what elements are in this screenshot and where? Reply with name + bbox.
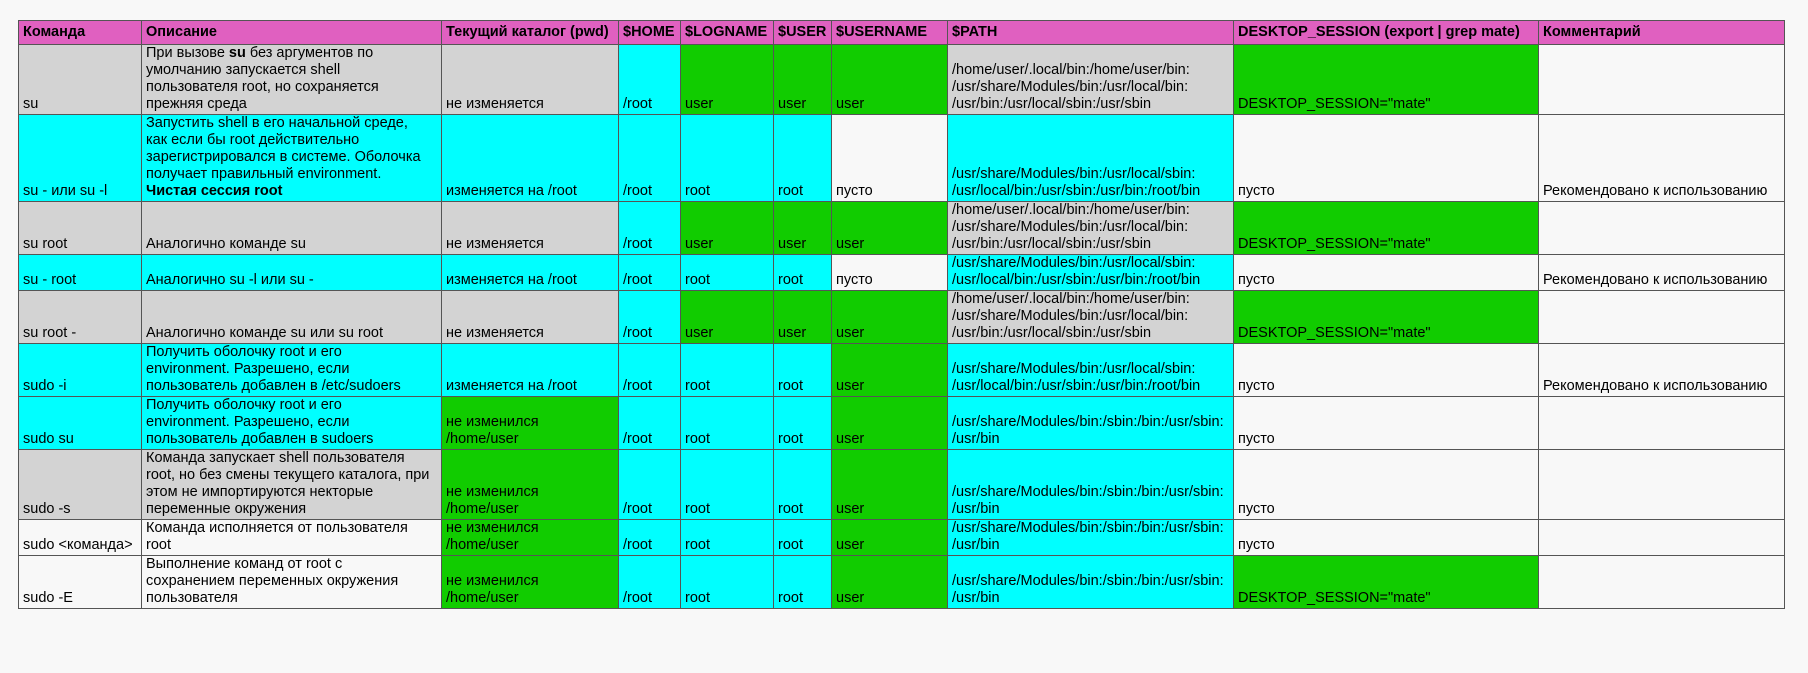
cell-user[interactable]: [774, 255, 832, 291]
cell-text-line: root: [778, 272, 803, 288]
cell-home[interactable]: [619, 115, 681, 202]
cell-username[interactable]: [832, 344, 948, 397]
header-cell-path[interactable]: $PATH: [948, 21, 1234, 45]
cell-text-line: пусто: [1238, 272, 1275, 288]
table-row: [19, 202, 1785, 255]
cell-logname[interactable]: [681, 291, 774, 344]
cell-text-line: /usr/share/Modules/bin:/usr/local/bin:: [952, 79, 1189, 95]
bold-text: su: [228, 45, 246, 61]
cell-text-line: root: [778, 183, 803, 199]
cell-text-line: su - или su -l: [23, 183, 108, 199]
cell-pwd[interactable]: [442, 520, 619, 556]
cell-username[interactable]: [832, 255, 948, 291]
cell-text-line: DESKTOP_SESSION="mate": [1238, 325, 1431, 341]
cell-command[interactable]: [19, 202, 142, 255]
cell-user[interactable]: [774, 45, 832, 115]
cell-text-line: /usr/share/Modules/bin:/sbin:/bin:/usr/sbin:: [952, 484, 1224, 500]
cell-path[interactable]: [948, 202, 1234, 255]
cell-text-line: user: [836, 236, 865, 252]
cell-text-line: /home/user: [446, 590, 519, 606]
cell-home[interactable]: [619, 255, 681, 291]
cell-text-line: получает правильный environment.: [146, 166, 382, 182]
cell-text-line: /home/user: [446, 537, 519, 553]
cell-comment[interactable]: [1539, 45, 1785, 115]
cell-text-line: Рекомендовано к использованию: [1543, 378, 1768, 394]
cell-text-line: [146, 183, 437, 200]
cell-text-line: root: [685, 431, 710, 447]
cell-text-line: /usr/local/bin:/usr/sbin:/usr/bin:/root/bin: [952, 183, 1201, 199]
cell-desktop-session[interactable]: [1234, 291, 1539, 344]
cell-text-line: /usr/bin:/usr/local/sbin:/usr/sbin: [952, 325, 1152, 341]
cell-user[interactable]: [774, 202, 832, 255]
cell-text-line: /usr/share/Modules/bin:/sbin:/bin:/usr/sbin:: [952, 414, 1224, 430]
cell-username[interactable]: [832, 520, 948, 556]
cell-text-line: environment. Разрешено, если: [146, 414, 350, 430]
cell-pwd[interactable]: [442, 255, 619, 291]
cell-text-line: root: [778, 590, 803, 606]
cell-path[interactable]: [948, 397, 1234, 450]
cell-text-line: user: [778, 325, 807, 341]
cell-text-line: root: [685, 272, 710, 288]
header-cell-command[interactable]: Команда: [19, 21, 142, 45]
cell-command[interactable]: [19, 45, 142, 115]
cell-description[interactable]: [142, 397, 442, 450]
cell-text-line: /usr/share/Modules/bin:/usr/local/sbin:: [952, 361, 1196, 377]
cell-text-line: root: [685, 183, 710, 199]
cell-logname[interactable]: [681, 115, 774, 202]
cell-text-line: Команда исполняется от пользователя: [146, 520, 408, 536]
cell-command[interactable]: [19, 450, 142, 520]
cell-user[interactable]: [774, 344, 832, 397]
cell-text-line: /root: [623, 272, 653, 288]
cell-text-line: /root: [623, 236, 653, 252]
cell-comment[interactable]: [1539, 291, 1785, 344]
cell-comment[interactable]: [1539, 115, 1785, 202]
cell-user[interactable]: [774, 556, 832, 609]
cell-command[interactable]: [19, 556, 142, 609]
cell-text-line: Рекомендовано к использованию: [1543, 272, 1768, 288]
cell-text-line: сохранением переменных окружения: [146, 573, 399, 589]
cell-pwd[interactable]: [442, 291, 619, 344]
table-row: [19, 450, 1785, 520]
cell-home[interactable]: [619, 556, 681, 609]
cell-text-line: DESKTOP_SESSION="mate": [1238, 590, 1431, 606]
header-cell-description[interactable]: Описание: [142, 21, 442, 45]
cell-text-line: sudo -E: [23, 590, 73, 606]
cell-text-line: не изменяется: [446, 236, 544, 252]
cell-desktop-session[interactable]: [1234, 450, 1539, 520]
cell-text-line: изменяется на /root: [446, 183, 577, 199]
cell-text-line: /usr/bin: [952, 590, 1000, 606]
cell-description[interactable]: [142, 450, 442, 520]
cell-text-line: не изменяется: [446, 96, 544, 112]
cell-text-line: user: [685, 325, 714, 341]
cell-text-line: изменяется на /root: [446, 378, 577, 394]
cell-text-line: как если бы root действительно: [146, 132, 360, 148]
cell-text-line: /home/user/.local/bin:/home/user/bin:: [952, 291, 1190, 307]
cell-text-line: /usr/local/bin:/usr/sbin:/usr/bin:/root/bin: [952, 272, 1201, 288]
cell-text-line: root: [778, 431, 803, 447]
cell-text-line: Запустить shell в его начальной среде,: [146, 115, 408, 131]
cell-description[interactable]: [142, 45, 442, 115]
cell-text-line: sudo -s: [23, 501, 71, 517]
cell-username[interactable]: [832, 450, 948, 520]
cell-text-line: root: [685, 501, 710, 517]
cell-text-line: su - root: [23, 272, 77, 288]
cell-text-line: умолчанию запускается shell: [146, 62, 341, 78]
cell-comment[interactable]: [1539, 255, 1785, 291]
cell-desktop-session[interactable]: [1234, 344, 1539, 397]
cell-pwd[interactable]: [442, 397, 619, 450]
cell-text-line: environment. Разрешено, если: [146, 361, 350, 377]
cell-text-line: пусто: [836, 183, 873, 199]
cell-logname[interactable]: [681, 344, 774, 397]
header-cell-desktop-session[interactable]: DESKTOP_SESSION (export | grep mate): [1234, 21, 1539, 45]
cell-text-line: /usr/share/Modules/bin:/usr/local/bin:: [952, 308, 1189, 324]
cell-home[interactable]: [619, 45, 681, 115]
table-row: [19, 556, 1785, 609]
text-segment: При вызове: [146, 45, 229, 61]
cell-logname[interactable]: [681, 556, 774, 609]
cell-text-line: пользователь добавлен в /etc/sudoers: [146, 378, 401, 394]
cell-text-line: /root: [623, 501, 653, 517]
table-row: [19, 344, 1785, 397]
text-segment: без аргументов по: [245, 45, 374, 61]
cell-text-line: /usr/bin: [952, 431, 1000, 447]
cell-text-line: /usr/bin: [952, 537, 1000, 553]
cell-logname[interactable]: [681, 202, 774, 255]
cell-comment[interactable]: [1539, 520, 1785, 556]
cell-text-line: /usr/bin: [952, 501, 1000, 517]
cell-desktop-session[interactable]: [1234, 202, 1539, 255]
header-cell-logname[interactable]: $LOGNAME: [681, 21, 774, 45]
cell-user[interactable]: [774, 520, 832, 556]
cell-text-line: root: [778, 501, 803, 517]
table-body: [19, 45, 1785, 609]
cell-username[interactable]: [832, 291, 948, 344]
cell-comment[interactable]: [1539, 344, 1785, 397]
cell-text-line: пользователя: [146, 590, 238, 606]
cell-text-line: su: [23, 96, 39, 112]
cell-path[interactable]: [948, 255, 1234, 291]
cell-home[interactable]: [619, 450, 681, 520]
cell-pwd[interactable]: [442, 344, 619, 397]
cell-description[interactable]: [142, 202, 442, 255]
cell-user[interactable]: [774, 450, 832, 520]
cell-desktop-session[interactable]: [1234, 45, 1539, 115]
bold-text: Чистая сессия root: [146, 183, 283, 199]
su-sudo-comparison-table: [18, 20, 1785, 609]
cell-text-line: пользователя root, но сохраняется: [146, 79, 379, 95]
cell-text-line: user: [836, 537, 865, 553]
cell-desktop-session[interactable]: [1234, 397, 1539, 450]
cell-text-line: пусто: [836, 272, 873, 288]
cell-text-line: sudo <команда>: [23, 537, 133, 553]
cell-text-line: user: [836, 325, 865, 341]
cell-path[interactable]: [948, 520, 1234, 556]
cell-command[interactable]: [19, 397, 142, 450]
cell-description[interactable]: [142, 520, 442, 556]
cell-text-line: user: [836, 590, 865, 606]
header-cell-user[interactable]: $USER: [774, 21, 832, 45]
cell-path[interactable]: [948, 291, 1234, 344]
cell-text-line: /usr/share/Modules/bin:/usr/local/sbin:: [952, 166, 1196, 182]
cell-text-line: /root: [623, 431, 653, 447]
cell-text-line: Команда запускает shell пользователя: [146, 450, 405, 466]
table-row: [19, 45, 1785, 115]
cell-text-line: user: [778, 236, 807, 252]
cell-text-line: /usr/share/Modules/bin:/usr/local/bin:: [952, 219, 1189, 235]
cell-text-line: этом не импортируются некторые: [146, 484, 374, 500]
cell-user[interactable]: [774, 291, 832, 344]
cell-text-line: sudo -i: [23, 378, 67, 394]
cell-text-line: не изменяется: [446, 325, 544, 341]
cell-text-line: зарегистрировался в системе. Оболочка: [146, 149, 421, 165]
cell-text-line: sudo su: [23, 431, 74, 447]
header-cell-comment[interactable]: Комментарий: [1539, 21, 1785, 45]
cell-text-line: user: [778, 96, 807, 112]
cell-path[interactable]: [948, 344, 1234, 397]
cell-text-line: Получить оболочку root и его: [146, 397, 342, 413]
cell-text-line: /usr/local/bin:/usr/sbin:/usr/bin:/root/bin: [952, 378, 1201, 394]
cell-text-line: Получить оболочку root и его: [146, 344, 342, 360]
cell-text-line: /usr/bin:/usr/local/sbin:/usr/sbin: [952, 96, 1152, 112]
cell-text-line: [146, 45, 437, 62]
cell-description[interactable]: [142, 344, 442, 397]
cell-text-line: user: [836, 501, 865, 517]
cell-text-line: /root: [623, 183, 653, 199]
cell-text-line: /root: [623, 325, 653, 341]
cell-home[interactable]: [619, 202, 681, 255]
cell-text-line: root: [685, 378, 710, 394]
cell-home[interactable]: [619, 397, 681, 450]
cell-text-line: /usr/share/Modules/bin:/usr/local/sbin:: [952, 255, 1196, 271]
cell-text-line: изменяется на /root: [446, 272, 577, 288]
cell-text-line: su root -: [23, 325, 77, 341]
cell-text-line: /home/user/.local/bin:/home/user/bin:: [952, 62, 1190, 78]
cell-text-line: user: [836, 96, 865, 112]
cell-text-line: пусто: [1238, 431, 1275, 447]
cell-home[interactable]: [619, 344, 681, 397]
cell-text-line: не изменился: [446, 414, 539, 430]
cell-text-line: root: [685, 590, 710, 606]
cell-path[interactable]: [948, 45, 1234, 115]
cell-text-line: не изменился: [446, 520, 539, 536]
cell-text-line: root: [778, 378, 803, 394]
spreadsheet: [18, 20, 1785, 609]
header-row: [19, 21, 1785, 45]
cell-username[interactable]: [832, 45, 948, 115]
cell-username[interactable]: [832, 202, 948, 255]
cell-description[interactable]: [142, 115, 442, 202]
cell-text-line: /root: [623, 590, 653, 606]
table-row: [19, 291, 1785, 344]
cell-pwd[interactable]: [442, 450, 619, 520]
cell-text-line: user: [836, 431, 865, 447]
cell-text-line: user: [685, 236, 714, 252]
cell-text-line: DESKTOP_SESSION="mate": [1238, 96, 1431, 112]
cell-command[interactable]: [19, 115, 142, 202]
cell-text-line: user: [685, 96, 714, 112]
cell-text-line: /usr/share/Modules/bin:/sbin:/bin:/usr/sbin:: [952, 573, 1224, 589]
cell-user[interactable]: [774, 115, 832, 202]
cell-logname[interactable]: [681, 45, 774, 115]
cell-text-line: su root: [23, 236, 68, 252]
cell-pwd[interactable]: [442, 202, 619, 255]
cell-logname[interactable]: [681, 450, 774, 520]
table-row: [19, 520, 1785, 556]
cell-text-line: Аналогично команде su или su root: [146, 325, 383, 341]
cell-text-line: Рекомендовано к использованию: [1543, 183, 1768, 199]
cell-user[interactable]: [774, 397, 832, 450]
cell-text-line: /usr/share/Modules/bin:/sbin:/bin:/usr/sbin:: [952, 520, 1224, 536]
cell-desktop-session[interactable]: [1234, 520, 1539, 556]
cell-command[interactable]: [19, 255, 142, 291]
cell-path[interactable]: [948, 115, 1234, 202]
cell-text-line: DESKTOP_SESSION="mate": [1238, 236, 1431, 252]
cell-username[interactable]: [832, 397, 948, 450]
cell-text-line: пусто: [1238, 537, 1275, 553]
cell-description[interactable]: [142, 291, 442, 344]
cell-text-line: user: [836, 378, 865, 394]
cell-home[interactable]: [619, 520, 681, 556]
table-row: [19, 115, 1785, 202]
cell-text-line: Аналогично команде su: [146, 236, 306, 252]
cell-pwd[interactable]: [442, 556, 619, 609]
cell-text-line: пусто: [1238, 501, 1275, 517]
cell-text-line: /root: [623, 537, 653, 553]
cell-comment[interactable]: [1539, 397, 1785, 450]
header-cell-pwd[interactable]: Текущий каталог (pwd): [442, 21, 619, 45]
cell-text-line: пусто: [1238, 183, 1275, 199]
header-cell-username[interactable]: $USERNAME: [832, 21, 948, 45]
cell-username[interactable]: [832, 115, 948, 202]
cell-home[interactable]: [619, 291, 681, 344]
cell-logname[interactable]: [681, 255, 774, 291]
cell-desktop-session[interactable]: [1234, 556, 1539, 609]
cell-text-line: /root: [623, 96, 653, 112]
cell-command[interactable]: [19, 344, 142, 397]
cell-text-line: root: [778, 537, 803, 553]
cell-command[interactable]: [19, 520, 142, 556]
cell-username[interactable]: [832, 556, 948, 609]
cell-text-line: root, но без смены текущего каталога, при: [146, 467, 430, 483]
cell-description[interactable]: [142, 255, 442, 291]
cell-text-line: не изменился: [446, 484, 539, 500]
cell-text-line: root: [685, 537, 710, 553]
cell-comment[interactable]: [1539, 450, 1785, 520]
cell-comment[interactable]: [1539, 556, 1785, 609]
cell-text-line: /home/user: [446, 501, 519, 517]
cell-text-line: пусто: [1238, 378, 1275, 394]
cell-text-line: /root: [623, 378, 653, 394]
cell-logname[interactable]: [681, 397, 774, 450]
table-row: [19, 397, 1785, 450]
cell-text-line: /home/user/.local/bin:/home/user/bin:: [952, 202, 1190, 218]
cell-comment[interactable]: [1539, 202, 1785, 255]
cell-text-line: пользователь добавлен в sudoers: [146, 431, 374, 447]
cell-text-line: root: [146, 537, 171, 553]
cell-desktop-session[interactable]: [1234, 255, 1539, 291]
cell-text-line: не изменился: [446, 573, 539, 589]
cell-desktop-session[interactable]: [1234, 115, 1539, 202]
cell-description[interactable]: [142, 556, 442, 609]
cell-text-line: Аналогично su -l или su -: [146, 272, 314, 288]
cell-text-line: /usr/bin:/usr/local/sbin:/usr/sbin: [952, 236, 1152, 252]
cell-pwd[interactable]: [442, 45, 619, 115]
cell-path[interactable]: [948, 450, 1234, 520]
cell-text-line: переменные окружения: [146, 501, 307, 517]
cell-pwd[interactable]: [442, 115, 619, 202]
cell-text-line: прежняя среда: [146, 96, 247, 112]
cell-text-line: /home/user: [446, 431, 519, 447]
table-row: [19, 255, 1785, 291]
cell-text-line: Выполнение команд от root с: [146, 556, 343, 572]
cell-path[interactable]: [948, 556, 1234, 609]
header-cell-home[interactable]: $HOME: [619, 21, 681, 45]
cell-logname[interactable]: [681, 520, 774, 556]
cell-command[interactable]: [19, 291, 142, 344]
